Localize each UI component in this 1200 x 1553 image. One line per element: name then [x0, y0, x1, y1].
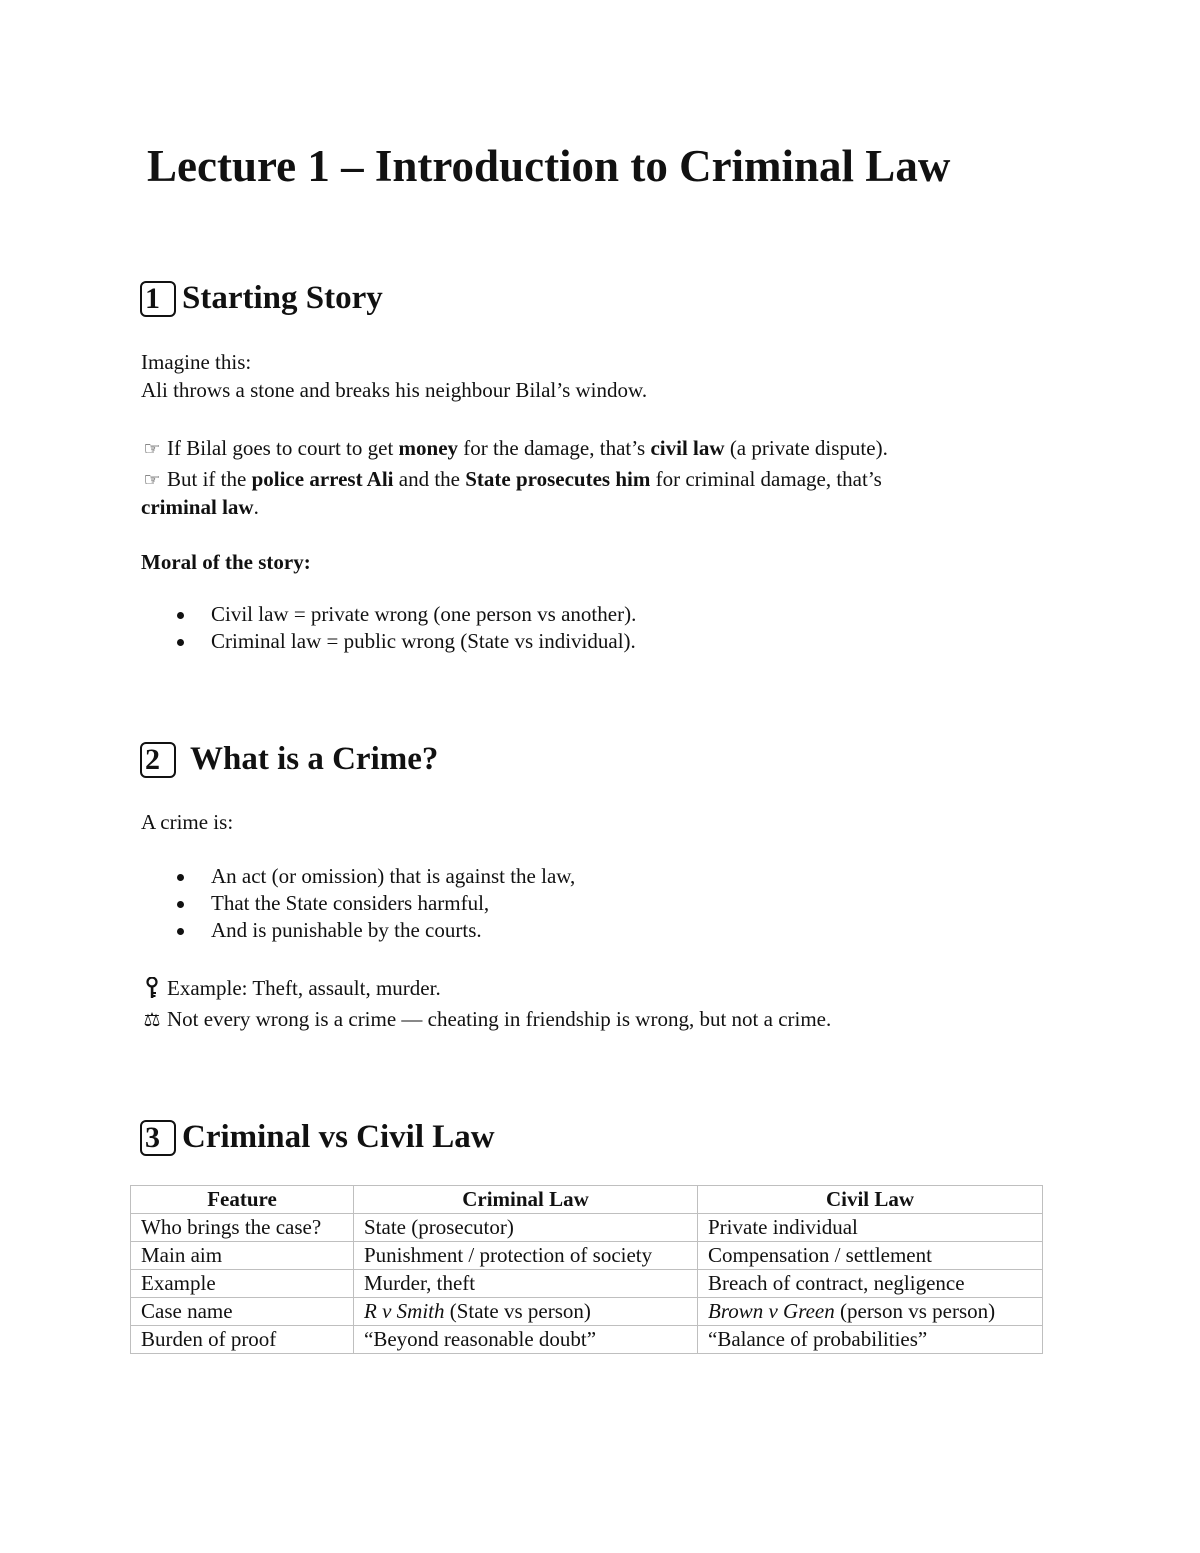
table-cell: Breach of contract, negligence [698, 1270, 1043, 1298]
table-cell: Compensation / settlement [698, 1242, 1043, 1270]
table-cell: Private individual [698, 1214, 1043, 1242]
table-row [131, 1298, 1043, 1326]
criminal-law-point-continued: criminal law. [141, 495, 259, 519]
table-row [131, 1326, 1043, 1354]
table-header-row [131, 1186, 1043, 1214]
criminal-law-point: ☞ But if the police arrest Ali and the State prosecutes him for criminal damage, that’s [141, 465, 882, 494]
document-title: Lecture 1 – Introduction to Criminal Law [147, 141, 951, 191]
section-number-badge: 3 [140, 1120, 176, 1156]
moral-label: Moral of the story: [141, 550, 311, 574]
table-cell: Who brings the case? [131, 1214, 354, 1242]
intro-line: Imagine this: [141, 350, 252, 374]
section-title: Starting Story [182, 280, 383, 316]
list-item: Criminal law = public wrong (State vs individual). [141, 628, 636, 655]
column-header: Criminal Law [354, 1186, 698, 1214]
section-heading-what-is-a-crime [140, 741, 438, 778]
table-cell: “Balance of probabilities” [698, 1326, 1043, 1354]
list-item: And is punishable by the courts. [141, 917, 575, 944]
table-row [131, 1214, 1043, 1242]
section-number-badge: 2 [140, 742, 176, 778]
moral-bullet-list [141, 601, 636, 655]
table-row [131, 1270, 1043, 1298]
section-number-badge: 1 [140, 281, 176, 317]
crime-intro: A crime is: [141, 810, 234, 834]
table-cell: Punishment / protection of society [354, 1242, 698, 1270]
example-line: Example: Theft, assault, murder. [141, 974, 441, 1003]
section-title: Criminal vs Civil Law [182, 1119, 495, 1155]
table-cell: Example [131, 1270, 354, 1298]
civil-law-point: ☞ If Bilal goes to court to get money for the damage, that’s civil law (a private dispute). [141, 434, 888, 463]
table-cell: Burden of proof [131, 1326, 354, 1354]
column-header: Civil Law [698, 1186, 1043, 1214]
table-cell: Case name [131, 1298, 354, 1326]
section-title: What is a Crime? [190, 741, 439, 777]
list-item: An act (or omission) that is against the law, [141, 863, 575, 890]
scales-icon: ⚖ [143, 1009, 161, 1031]
table-cell: State (prosecutor) [354, 1214, 698, 1242]
list-item: Civil law = private wrong (one person vs another). [141, 601, 636, 628]
crime-bullet-list [141, 863, 575, 944]
section-heading-criminal-vs-civil [140, 1119, 495, 1156]
table-row [131, 1242, 1043, 1270]
list-item: That the State considers harmful, [141, 890, 575, 917]
pointing-hand-icon: ☞ [143, 438, 161, 460]
intro-line: Ali throws a stone and breaks his neighbour Bilal’s window. [141, 378, 648, 402]
section-heading-starting-story [140, 280, 383, 317]
comparison-table [130, 1185, 1043, 1354]
table-cell: Brown v Green (person vs person) [698, 1298, 1043, 1326]
column-header: Feature [131, 1186, 354, 1214]
table-cell: “Beyond reasonable doubt” [354, 1326, 698, 1354]
pointing-hand-icon: ☞ [143, 469, 161, 491]
table-cell: Main aim [131, 1242, 354, 1270]
table-cell: R v Smith (State vs person) [354, 1298, 698, 1326]
table-cell: Murder, theft [354, 1270, 698, 1298]
key-icon [141, 975, 163, 1003]
note-line: ⚖ Not every wrong is a crime — cheating in friendship is wrong, but not a crime. [141, 1005, 831, 1034]
